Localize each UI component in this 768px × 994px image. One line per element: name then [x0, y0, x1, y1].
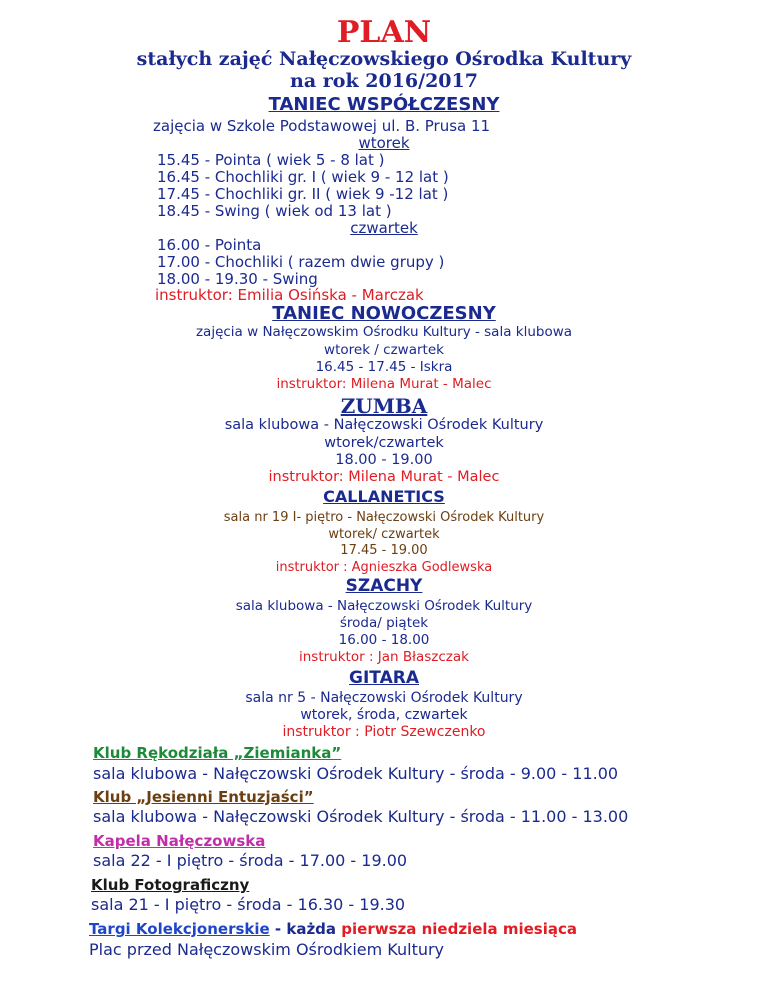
club-targi-separator: - każda — [269, 920, 342, 938]
section-time: 16.45 - 17.45 - Iskra — [315, 359, 453, 375]
club-title-foto: Klub Fotograficzny — [91, 876, 250, 894]
schedule-item: 16.45 - Chochliki gr. I ( wiek 9 - 12 lat ) — [157, 168, 449, 186]
instructor-label: instruktor : Jan Błaszczak — [299, 649, 469, 665]
page-title: PLAN — [336, 15, 432, 50]
instructor-label: instruktor: Emilia Osińska - Marczak — [155, 286, 424, 304]
club-info: sala 21 - I piętro - środa - 16.30 - 19.30 — [91, 895, 406, 914]
club-title-targi: Targi Kolekcjonerskie — [89, 920, 270, 938]
club-title-kapela: Kapela Nałęczowska — [93, 832, 266, 850]
club-info: sala klubowa - Nałęczowski Ośrodek Kultury - środa - 11.00 - 13.00 — [93, 807, 629, 826]
instructor-label: instruktor : Agnieszka Godlewska — [275, 560, 493, 575]
section-place: zajęcia w Szkole Podstawowej ul. B. Prusa 11 — [153, 117, 491, 135]
section-place: zajęcia w Nałęczowskim Ośrodku Kultury - sala klubowa — [195, 324, 573, 340]
instructor-label: instruktor : Piotr Szewczenko — [282, 724, 486, 740]
club-info: sala klubowa - Nałęczowski Ośrodek Kultury - środa - 9.00 - 11.00 — [93, 764, 619, 783]
section-heading-taniec-nowoczesny: TANIEC NOWOCZESNY — [272, 303, 496, 324]
day-label: czwartek — [350, 219, 418, 237]
section-days: wtorek/czwartek — [324, 435, 444, 451]
section-heading-szachy: SZACHY — [345, 576, 423, 596]
day-label: wtorek — [358, 134, 410, 152]
club-info: sala 22 - I piętro - środa - 17.00 - 19.00 — [93, 851, 408, 870]
page-subtitle: stałych zajęć Nałęczowskiego Ośrodka Kultury — [136, 48, 632, 70]
club-info: Plac przed Nałęczowskim Ośrodkiem Kultury — [89, 940, 445, 959]
section-place: sala nr 19 I- piętro - Nałęczowski Ośrodek Kultury — [223, 510, 545, 525]
page-subtitle-year: na rok 2016/2017 — [290, 70, 478, 92]
section-time: 18.00 - 19.00 — [335, 452, 433, 468]
section-days: wtorek / czwartek — [324, 342, 444, 358]
club-targi-when: pierwsza niedziela miesiąca — [341, 920, 578, 938]
club-targi-line — [89, 922, 577, 937]
section-heading-taniec-wspolczesny: TANIEC WSPÓŁCZESNY — [268, 94, 500, 115]
schedule-item: 18.00 - 19.30 - Swing — [157, 270, 318, 288]
section-heading-gitara: GITARA — [349, 668, 419, 688]
instructor-label: instruktor: Milena Murat - Malec — [276, 376, 492, 392]
club-title-jesienni: Klub „Jesienni Entuzjaści” — [93, 788, 314, 806]
section-time: 16.00 - 18.00 — [338, 632, 430, 648]
section-days: wtorek, środa, czwartek — [300, 707, 468, 723]
section-heading-zumba: ZUMBA — [340, 394, 428, 418]
section-days: wtorek/ czwartek — [328, 527, 440, 542]
schedule-item: 17.00 - Chochliki ( razem dwie grupy ) — [157, 253, 445, 271]
schedule-item: 16.00 - Pointa — [157, 236, 262, 254]
section-place: sala klubowa - Nałęczowski Ośrodek Kultury — [224, 417, 544, 433]
club-title-ziemianka: Klub Rękodziała „Ziemianka” — [93, 744, 342, 762]
instructor-label: instruktor: Milena Murat - Malec — [268, 469, 500, 485]
schedule-item: 17.45 - Chochliki gr. II ( wiek 9 -12 lat ) — [157, 185, 449, 203]
section-time: 17.45 - 19.00 — [340, 543, 428, 558]
section-heading-callanetics: CALLANETICS — [323, 487, 445, 506]
section-place: sala klubowa - Nałęczowski Ośrodek Kultury — [235, 598, 533, 614]
schedule-item: 18.45 - Swing ( wiek od 13 lat ) — [157, 202, 392, 220]
section-days: środa/ piątek — [339, 615, 429, 631]
section-place: sala nr 5 - Nałęczowski Ośrodek Kultury — [245, 690, 523, 706]
schedule-item: 15.45 - Pointa ( wiek 5 - 8 lat ) — [157, 151, 385, 169]
